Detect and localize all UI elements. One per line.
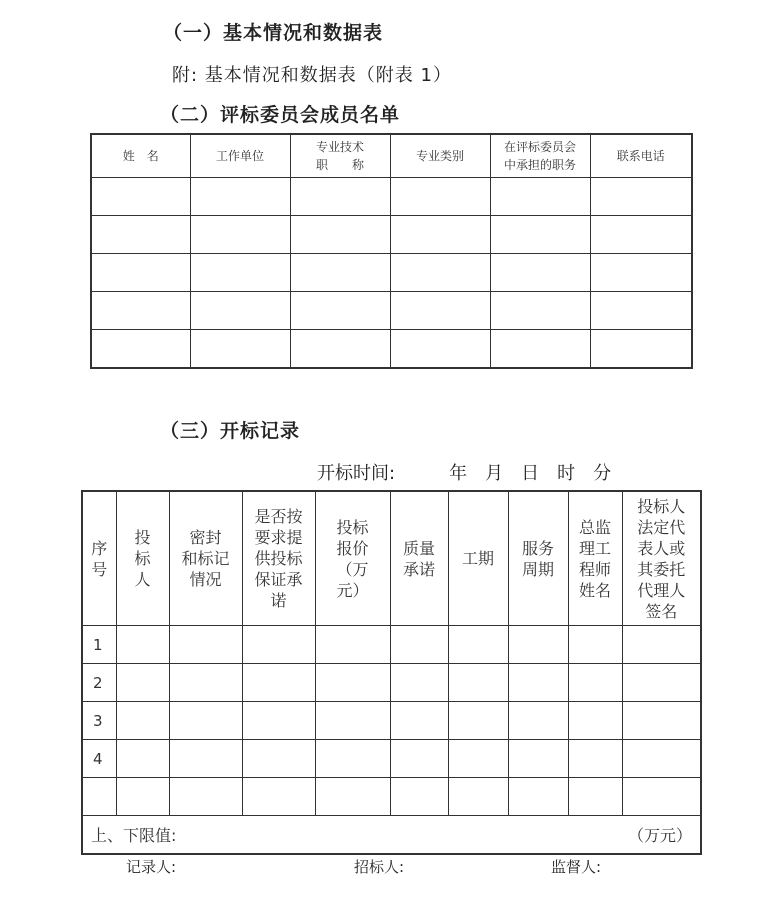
table-cell — [242, 664, 315, 702]
table-cell — [91, 216, 190, 254]
table-cell — [622, 740, 701, 778]
table-cell — [315, 626, 390, 664]
table-cell — [91, 178, 190, 216]
table-row — [82, 740, 701, 778]
column-header: 专业类别 — [390, 134, 490, 178]
column-header: 密封 和标记 情况 — [169, 491, 242, 626]
table-row — [91, 330, 692, 369]
row-number: 2 — [82, 664, 116, 702]
table-cell — [190, 178, 290, 216]
table-cell — [169, 626, 242, 664]
column-header: 投标 报价 （万 元） — [315, 491, 390, 626]
table-cell — [390, 664, 448, 702]
table-cell — [490, 216, 590, 254]
table-header-row — [82, 491, 701, 626]
table-cell — [169, 702, 242, 740]
table-row — [82, 626, 701, 664]
limit-cell — [82, 816, 701, 855]
table-cell — [590, 330, 692, 369]
table-cell — [490, 292, 590, 330]
table-cell — [590, 178, 692, 216]
table-cell — [590, 254, 692, 292]
table-cell — [622, 626, 701, 664]
table-cell — [290, 330, 390, 369]
table-cell — [91, 330, 190, 369]
table-cell — [290, 178, 390, 216]
table-cell — [315, 778, 390, 816]
table-cell — [390, 778, 448, 816]
row-number: 4 — [82, 740, 116, 778]
table-cell — [568, 778, 622, 816]
table-cell — [508, 626, 568, 664]
table-cell — [91, 292, 190, 330]
table-cell — [290, 292, 390, 330]
table-cell — [622, 664, 701, 702]
section3-title: （三）开标记录 — [160, 420, 301, 442]
column-header: 是否按 要求提 供投标 保证承 诺 — [242, 491, 315, 626]
column-header: 投 标 人 — [116, 491, 169, 626]
table-cell — [390, 292, 490, 330]
table-cell — [490, 178, 590, 216]
table-cell — [390, 626, 448, 664]
table-cell — [290, 216, 390, 254]
table-cell — [242, 702, 315, 740]
table-cell — [190, 254, 290, 292]
limit-label: 上、下限值: — [91, 826, 177, 845]
column-header: 在评标委员会 中承担的职务 — [490, 134, 590, 178]
table-cell — [390, 702, 448, 740]
column-header: 质量 承诺 — [390, 491, 448, 626]
row-number: 3 — [82, 702, 116, 740]
table-cell — [490, 254, 590, 292]
bid-opening-record-table — [81, 490, 702, 855]
table-cell — [116, 702, 169, 740]
table-cell — [190, 292, 290, 330]
table-cell — [242, 740, 315, 778]
table-cell — [315, 664, 390, 702]
table-cell — [508, 778, 568, 816]
table-cell — [622, 778, 701, 816]
table-cell — [390, 330, 490, 369]
row-number: 1 — [82, 626, 116, 664]
committee-members-table — [90, 133, 693, 369]
table-cell — [448, 626, 508, 664]
table-cell — [448, 740, 508, 778]
column-header: 服务 周期 — [508, 491, 568, 626]
table-cell — [508, 740, 568, 778]
table-cell — [568, 664, 622, 702]
section1-title: （一）基本情况和数据表 — [163, 22, 384, 44]
table-cell — [169, 740, 242, 778]
row-number — [82, 778, 116, 816]
table-row — [91, 178, 692, 216]
table-cell — [169, 778, 242, 816]
table-cell — [390, 740, 448, 778]
table-cell — [116, 778, 169, 816]
table-cell — [116, 664, 169, 702]
column-header: 序 号 — [82, 491, 116, 626]
table-row — [91, 216, 692, 254]
table-row — [82, 664, 701, 702]
column-header: 工作单位 — [190, 134, 290, 178]
table-cell — [242, 626, 315, 664]
column-header: 总监 理工 程师 姓名 — [568, 491, 622, 626]
column-header: 联系电话 — [590, 134, 692, 178]
limit-unit: （万元） — [627, 826, 692, 845]
table-cell — [290, 254, 390, 292]
table-cell — [190, 330, 290, 369]
limit-row — [82, 816, 701, 855]
table-cell — [590, 292, 692, 330]
table-cell — [390, 254, 490, 292]
column-header: 工期 — [448, 491, 508, 626]
column-header: 投标人 法定代 表人或 其委托 代理人 签名 — [622, 491, 701, 626]
table-cell — [568, 702, 622, 740]
table-row — [91, 254, 692, 292]
supervisor-label: 监督人: — [551, 858, 602, 876]
table-cell — [448, 702, 508, 740]
recorder-label: 记录人: — [126, 858, 177, 876]
table-cell — [190, 216, 290, 254]
table-cell — [242, 778, 315, 816]
table-cell — [508, 664, 568, 702]
table-cell — [448, 778, 508, 816]
table-cell — [590, 216, 692, 254]
table-cell — [448, 664, 508, 702]
section2-title: （二）评标委员会成员名单 — [160, 104, 401, 126]
table-cell — [568, 626, 622, 664]
table-cell — [390, 216, 490, 254]
table-cell — [315, 702, 390, 740]
table-cell — [91, 254, 190, 292]
table-cell — [315, 740, 390, 778]
column-header: 专业技术 职 称 — [290, 134, 390, 178]
table-cell — [490, 330, 590, 369]
table-cell — [169, 664, 242, 702]
table-header-row — [91, 134, 692, 178]
table-cell — [568, 740, 622, 778]
table-cell — [116, 740, 169, 778]
tenderer-label: 招标人: — [354, 858, 405, 876]
open-time: 开标时间: 年 月 日 时 分 — [317, 463, 612, 484]
table-cell — [390, 178, 490, 216]
table-row — [82, 778, 701, 816]
attachment-note: 附: 基本情况和数据表（附表 1） — [172, 65, 452, 86]
table-cell — [508, 702, 568, 740]
column-header: 姓 名 — [91, 134, 190, 178]
table-cell — [622, 702, 701, 740]
table-cell — [116, 626, 169, 664]
table-row — [82, 702, 701, 740]
table-row — [91, 292, 692, 330]
